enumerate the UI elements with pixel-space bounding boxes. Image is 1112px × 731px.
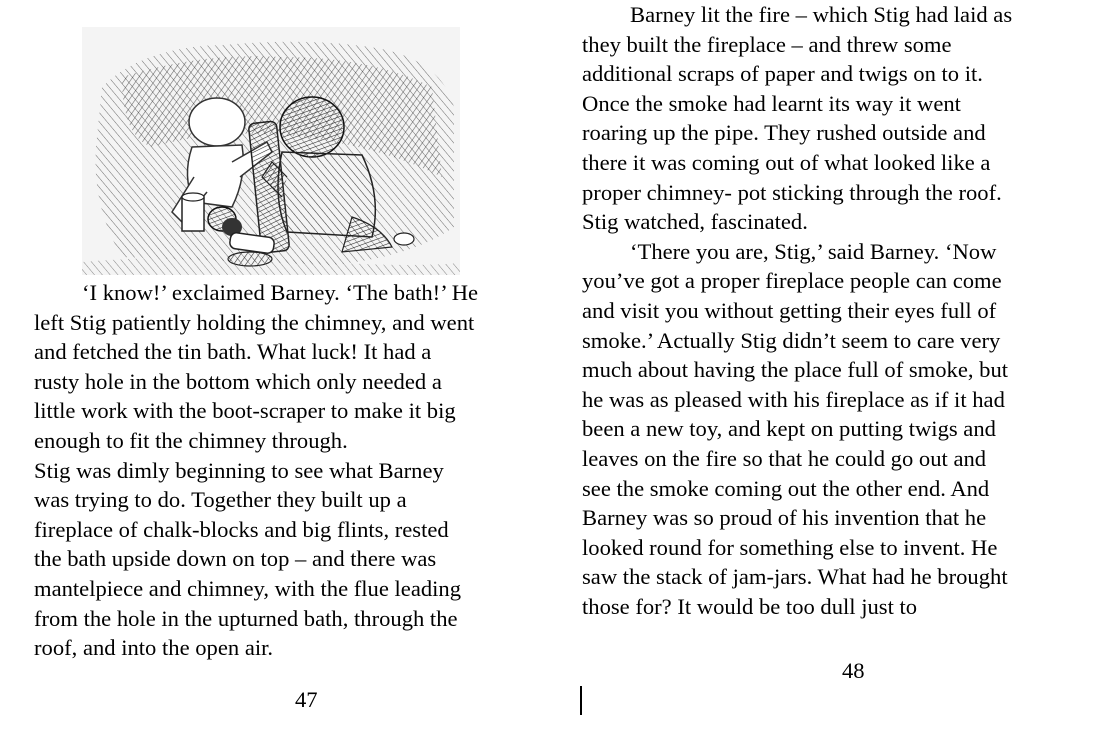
text-line: ‘I know!’ exclaimed Barney. ‘The bath!’ He <box>82 280 479 305</box>
right-page-text <box>582 0 1012 621</box>
page-number-left: 47 <box>295 687 318 712</box>
text-line: there it was coming out of what looked like a <box>582 149 991 175</box>
text-line: was trying to do. Together they built up a <box>34 487 407 513</box>
text-line: Stig watched, fascinated. <box>582 209 808 235</box>
text-line: smoke.’ Actually Stig didn’t seem to care very <box>582 327 1001 353</box>
text-line: Barney was so proud of his invention that he <box>582 505 987 531</box>
text-line: you’ve got a proper fireplace people can come <box>582 268 1002 294</box>
illustration-image <box>82 27 460 275</box>
illustration-drawing <box>82 27 460 275</box>
text-line: leaves on the fire so that he could go out and <box>582 445 987 471</box>
text-line: from the hole in the upturned bath, through the <box>34 605 458 631</box>
left-page-text <box>34 278 478 663</box>
text-line: roof, and into the open air. <box>34 635 274 661</box>
text-line: rusty hole in the bottom which only needed a <box>34 368 442 394</box>
text-line: left Stig patiently holding the chimney, and went <box>34 309 475 335</box>
text-line: the bath upside down on top – and there was <box>34 546 437 572</box>
right-page <box>556 0 1112 731</box>
text-cursor <box>580 686 582 715</box>
text-line: little work with the boot-scraper to make it big <box>34 398 456 424</box>
text-line: ‘There you are, Stig,’ said Barney. ‘Now <box>630 238 997 264</box>
text-line: Once the smoke had learnt its way it went <box>582 90 961 116</box>
text-line: enough to fit the chimney through. <box>34 427 348 453</box>
text-line: been a new toy, and kept on putting twigs and <box>582 416 996 442</box>
text-line: they built the fireplace – and threw some <box>582 31 952 57</box>
text-line: and visit you without getting their eyes full of <box>582 297 997 323</box>
text-line: roaring up the pipe. They rushed outside and <box>582 120 986 146</box>
text-line: looked round for something else to invent. He <box>582 534 998 560</box>
text-line: see the smoke coming out the other end. And <box>582 475 990 501</box>
text-line: fireplace of chalk-blocks and big flints, rested <box>34 516 449 542</box>
text-line: Barney lit the fire – which Stig had laid as <box>630 2 1013 27</box>
text-line: he was as pleased with his fireplace as if it had <box>582 386 1005 412</box>
page-number-right: 48 <box>842 658 865 683</box>
text-line: those for? It would be too dull just to <box>582 593 918 619</box>
text-line: Stig was dimly beginning to see what Barney <box>34 457 444 483</box>
text-line: saw the stack of jam-jars. What had he brought <box>582 564 1008 590</box>
text-line: and fetched the tin bath. What luck! It had a <box>34 339 432 365</box>
text-line: much about having the place full of smoke, but <box>582 357 1009 383</box>
text-line: additional scraps of paper and twigs on to it. <box>582 61 983 87</box>
text-line: proper chimney- pot sticking through the roof. <box>582 179 1002 205</box>
text-line: mantelpiece and chimney, with the flue leading <box>34 575 462 601</box>
